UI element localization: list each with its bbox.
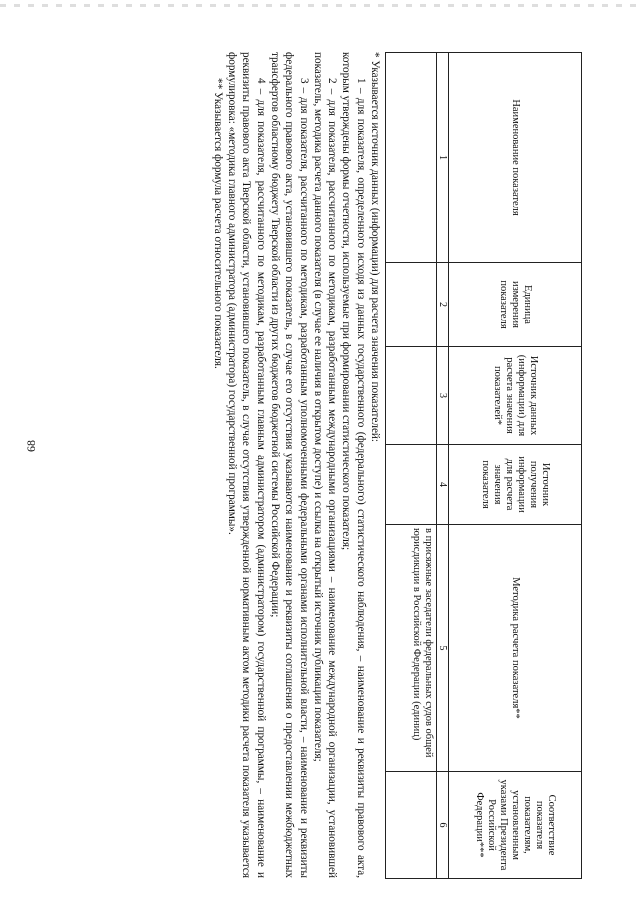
rotated-page <box>62 52 582 878</box>
table-row <box>386 53 437 879</box>
footnote-item: 4 – для показателя, рассчитанного по методикам, разработанным главным администратором (администратором) государственной программы, – наименование и реквизиты правового акта Тверской области, установившего показатель, в случае отсутствия утвержденной нормативным актом методики расчета показателя указывается формулировка: «методика главного администратора (администратора) государственной программы». <box>226 52 267 878</box>
table-cell <box>386 772 437 879</box>
table-cell <box>386 445 437 525</box>
table-header-row <box>449 53 582 879</box>
table-cell <box>386 53 437 263</box>
column-number: 6 <box>437 772 449 879</box>
footnote-heading: * Указывается источник данных (информации) для расчета значения показателей: <box>369 52 381 443</box>
table-cell <box>386 263 437 347</box>
page-number: 68 <box>24 440 38 452</box>
footnote-item: ** Указывается формула расчета относительного показателя. <box>211 78 224 369</box>
column-number: 4 <box>437 445 449 525</box>
footnote-item: 1 – для показателя, определенного исходя из данных государственного (федерального) статистического наблюдения, – наименование и реквизиты правового акта, которым утверждены формы отчетности, используемые при формировании статистического показателя; <box>340 52 367 878</box>
scan-artifact <box>0 4 640 7</box>
header-cell: Источник получения информации для расчета значения показателя <box>449 445 582 525</box>
column-number: 2 <box>437 263 449 347</box>
footnote-item: 2 – для показателя, рассчитанного по методикам, разработанным международными организациями – наименование международной организации, установившей показатель, методика расчета данного показателя (в случае ее наличия в открытом доступе) и ссылка на открытый источник публикации показателя; <box>311 52 339 878</box>
table-cell <box>386 347 437 445</box>
header-cell: Наименование показателя <box>449 53 582 263</box>
column-number: 5 <box>437 525 449 772</box>
column-number: 3 <box>437 347 449 445</box>
table-cell: в присяжные заседатели федеральных судов общей юрисдикции в Российской Федерации (единиц) <box>386 525 437 772</box>
indicators-table <box>385 52 582 879</box>
column-number-row <box>437 53 449 879</box>
header-cell: Соответствие показателя показателям, установленным указами Президента Российской Федерации*** <box>449 772 582 879</box>
footnote-item: 3 – для показателя, рассчитанного по методикам, разработанным уполномоченными федеральными органами исполнительной власти, – наименование и реквизиты федерального правового акта, установившего показатель, в случае его отсутствия указываются наименование и реквизиты соглашения о предоставлении межбюджетных трансфертов областному бюджету Тверской области из других бюджетов бюджетной системы Российской Федерации; <box>268 52 310 878</box>
header-cell: Единица измерения показателя <box>449 263 582 347</box>
header-cell: Методика расчета показателя** <box>449 525 582 772</box>
header-cell: Источник данных (информации) для расчета значения показателей* <box>449 347 582 445</box>
column-number: 1 <box>437 53 449 263</box>
footnotes <box>210 52 382 878</box>
